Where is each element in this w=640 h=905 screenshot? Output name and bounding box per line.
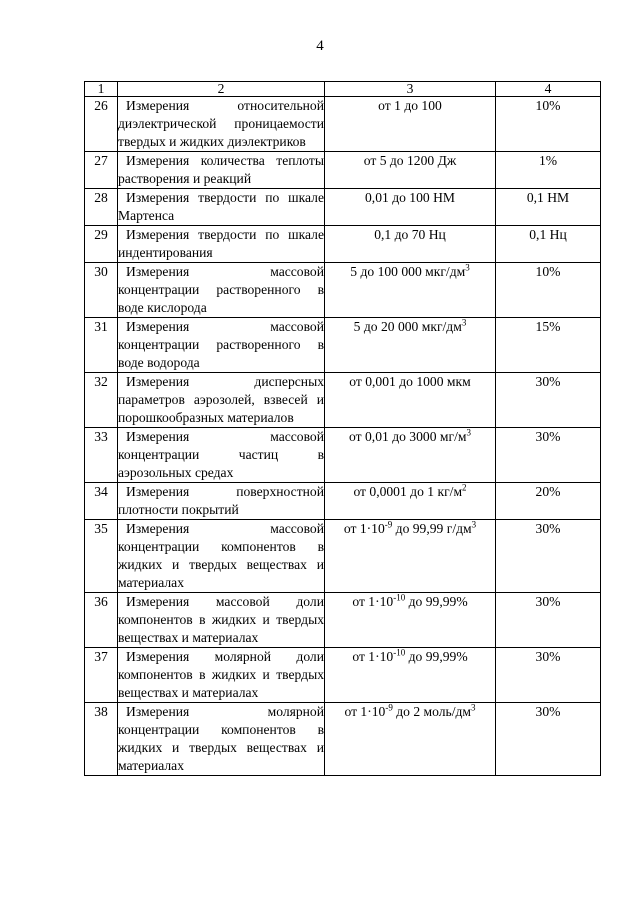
range-text: до 99,99 г/дм	[392, 521, 472, 536]
measurement-range	[325, 263, 496, 318]
description-text: Измерения массовой концентрации растворенного в воде кислорода	[118, 264, 324, 315]
description-text: Измерения поверхностной плотности покрытий	[118, 484, 324, 517]
range-exponent: 2	[462, 482, 467, 493]
table-row	[85, 97, 601, 152]
row-number: 38	[85, 703, 118, 776]
table-row	[85, 263, 601, 318]
description-text: Измерения количества теплоты растворения и реакций	[118, 153, 324, 186]
column-header: 2	[118, 82, 325, 97]
measurement-range: от 5 до 1200 Дж	[325, 152, 496, 189]
measurement-range	[325, 593, 496, 648]
range-text: от 1·10	[344, 704, 386, 719]
measurement-error: 30%	[496, 703, 601, 776]
column-header: 1	[85, 82, 118, 97]
column-header: 3	[325, 82, 496, 97]
measurement-error: 1%	[496, 152, 601, 189]
description-text: Измерения твердости по шкале Мартенса	[118, 190, 324, 223]
measurement-description	[118, 226, 325, 263]
row-number: 33	[85, 428, 118, 483]
measurement-description	[118, 648, 325, 703]
measurement-description	[118, 189, 325, 226]
row-number: 35	[85, 520, 118, 593]
description-text: Измерения массовой концентрации частиц в аэрозольных средах	[118, 429, 324, 480]
measurement-range: 0,01 до 100 НМ	[325, 189, 496, 226]
table-row	[85, 648, 601, 703]
description-text: Измерения молярной концентрации компонентов в жидких и твердых веществах и материалах	[118, 704, 324, 773]
range-exponent: -10	[393, 647, 406, 658]
measurement-error: 20%	[496, 483, 601, 520]
range-exponent: 3	[471, 702, 476, 713]
measurement-range: от 0,001 до 1000 мкм	[325, 373, 496, 428]
table-row	[85, 152, 601, 189]
measurement-error: 30%	[496, 520, 601, 593]
row-number: 34	[85, 483, 118, 520]
row-number: 27	[85, 152, 118, 189]
row-number: 29	[85, 226, 118, 263]
range-text: до 2 моль/дм	[392, 704, 472, 719]
description-text: Измерения массовой концентрации растворенного в воде водорода	[118, 319, 324, 370]
description-text: Измерения массовой концентрации компонентов в жидких и твердых веществах и материалах	[118, 521, 324, 590]
row-number: 36	[85, 593, 118, 648]
range-exponent: 3	[466, 427, 471, 438]
measurement-description	[118, 428, 325, 483]
range-exponent: 3	[461, 317, 467, 328]
measurement-range	[325, 520, 496, 593]
measurement-error: 0,1 Нц	[496, 226, 601, 263]
measurement-error: 10%	[496, 97, 601, 152]
range-text: от 0,01 до 3000 мг/м	[349, 429, 467, 444]
row-number: 31	[85, 318, 118, 373]
table-header-row	[85, 82, 601, 97]
range-exponent: -9	[384, 519, 393, 530]
row-number: 30	[85, 263, 118, 318]
column-header: 4	[496, 82, 601, 97]
measurement-description	[118, 97, 325, 152]
measurement-range	[325, 318, 496, 373]
measurement-range	[325, 703, 496, 776]
measurement-error: 30%	[496, 373, 601, 428]
description-text: Измерения относительной диэлектрической проницаемости твердых и жидких диэлектриков	[118, 98, 324, 149]
range-exponent: -10	[393, 592, 406, 603]
range-exponent: 3	[465, 262, 470, 273]
table-row	[85, 483, 601, 520]
table-row	[85, 189, 601, 226]
measurement-description	[118, 593, 325, 648]
range-exponent: -9	[385, 702, 393, 713]
measurement-range: 0,1 до 70 Нц	[325, 226, 496, 263]
measurement-description	[118, 703, 325, 776]
measurements-table	[84, 81, 601, 776]
measurement-description	[118, 152, 325, 189]
measurement-range	[325, 648, 496, 703]
measurement-description	[118, 263, 325, 318]
table-row	[85, 593, 601, 648]
range-text: 5 до 100 000 мкг/дм	[350, 264, 466, 279]
measurement-description	[118, 318, 325, 373]
range-text: от 1·10	[352, 649, 394, 664]
description-text: Измерения дисперсных параметров аэрозолей, взвесей и порошкообразных материалов	[118, 374, 324, 425]
table-row	[85, 428, 601, 483]
table-row	[85, 520, 601, 593]
range-text: до 99,99%	[405, 649, 468, 664]
range-text: от 1·10	[352, 594, 394, 609]
table-row	[85, 226, 601, 263]
measurement-error: 30%	[496, 648, 601, 703]
measurement-description	[118, 373, 325, 428]
row-number: 28	[85, 189, 118, 226]
range-exponent: 3	[471, 519, 477, 530]
row-number: 32	[85, 373, 118, 428]
range-text: до 99,99%	[405, 594, 468, 609]
table-row	[85, 703, 601, 776]
table-row	[85, 318, 601, 373]
measurement-range	[325, 483, 496, 520]
measurement-description	[118, 483, 325, 520]
measurement-error: 0,1 НМ	[496, 189, 601, 226]
measurement-error: 15%	[496, 318, 601, 373]
measurement-error: 30%	[496, 593, 601, 648]
measurement-range: от 1 до 100	[325, 97, 496, 152]
measurement-range	[325, 428, 496, 483]
description-text: Измерения молярной доли компонентов в жидких и твердых веществах и материалах	[118, 649, 324, 700]
range-text: 5 до 20 000 мкг/дм	[353, 319, 462, 334]
row-number: 26	[85, 97, 118, 152]
page-number: 4	[316, 38, 324, 54]
measurement-description	[118, 520, 325, 593]
measurement-error: 30%	[496, 428, 601, 483]
description-text: Измерения твердости по шкале индентирования	[118, 227, 324, 260]
description-text: Измерения массовой доли компонентов в жидких и твердых веществах и материалах	[118, 594, 324, 645]
table-row	[85, 373, 601, 428]
measurement-error: 10%	[496, 263, 601, 318]
range-text: от 1·10	[343, 521, 385, 536]
range-text: от 0,0001 до 1 кг/м	[353, 484, 463, 499]
row-number: 37	[85, 648, 118, 703]
